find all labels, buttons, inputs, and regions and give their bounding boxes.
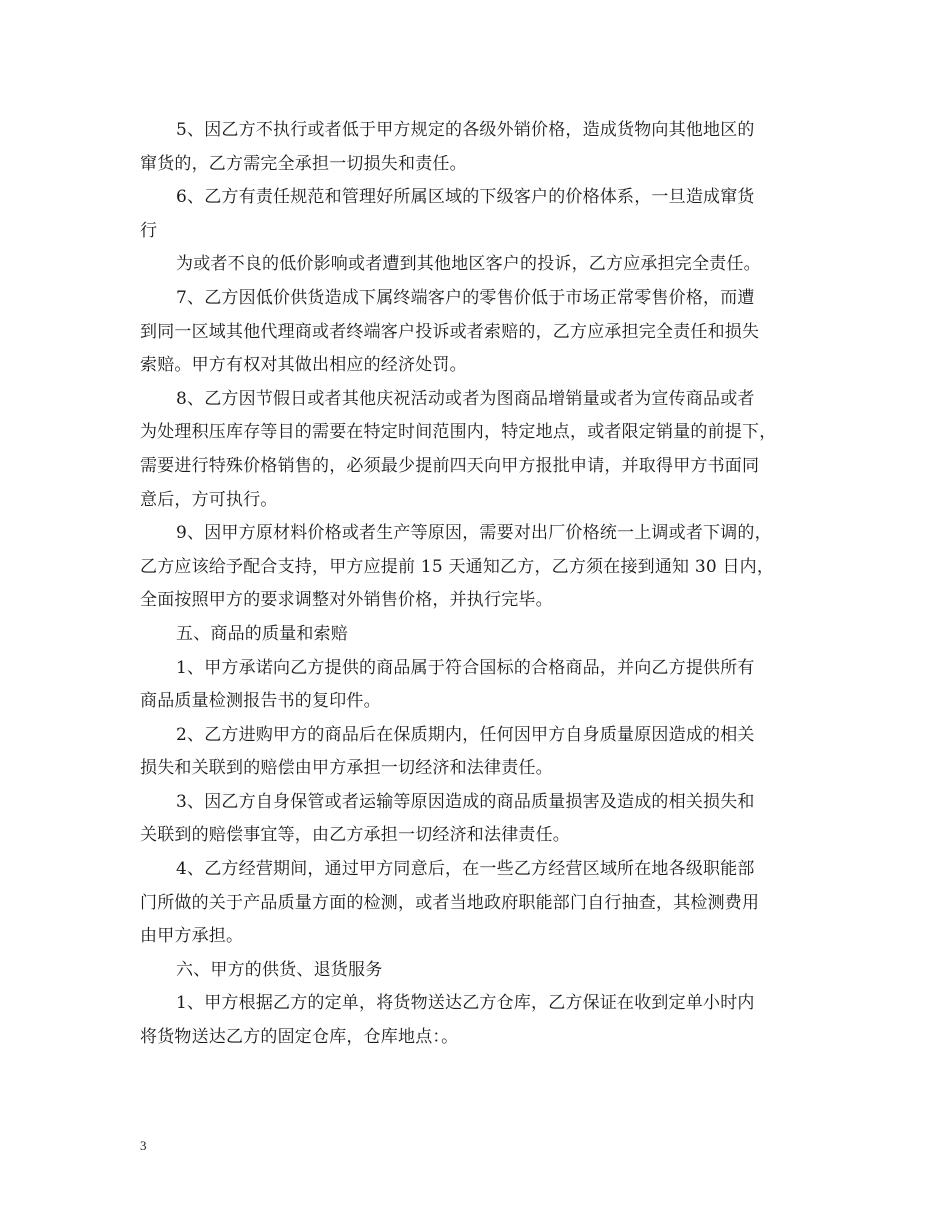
text-line: 全面按照甲方的要求调整对外销售价格，并执行完毕。 (140, 590, 553, 611)
text-line: 五、商品的质量和索赔 (176, 623, 348, 644)
text-line: 索赔。甲方有权对其做出相应的经济处罚。 (140, 355, 467, 376)
text-line: 1、甲方承诺向乙方提供的商品属于符合国标的合格商品，并向乙方提供所有 (176, 657, 755, 678)
text-line: 7、乙方因低价供货造成下属终端客户的零售价低于市场正常零售价格，而遭 (176, 287, 755, 308)
text-line: 到同一区域其他代理商或者终端客户投诉或者索赔的，乙方应承担完全责任和损失 (140, 321, 760, 342)
text-line: 5、因乙方不执行或者低于甲方规定的各级外销价格，造成货物向其他地区的 (176, 120, 755, 140)
text-line: 1、甲方根据乙方的定单，将货物送达乙方仓库，乙方保证在收到定单小时内 (176, 993, 755, 1014)
document-body (140, 114, 820, 1055)
text-line: 行 (140, 220, 158, 241)
text-line: 损失和关联到的赔偿由甲方承担一切经济和法律责任。 (140, 758, 553, 779)
text-line: 6、乙方有责任规范和管理好所属区域的下级客户的价格体系，一旦造成窜货 (176, 187, 755, 208)
text-line: 六、甲方的供货、退货服务 (176, 959, 383, 980)
text-line: 商品质量检测报告书的复印件。 (140, 691, 381, 712)
text-line: 门所做的关于产品质量方面的检测，或者当地政府职能部门自行抽查，其检测费用 (140, 892, 760, 913)
text-line: 窜货的，乙方需完全承担一切损失和责任。 (140, 153, 467, 174)
text-line: 9、因甲方原材料价格或者生产等原因，需要对出厂价格统一上调或者下调的， (176, 523, 772, 544)
text-line: 2、乙方进购甲方的商品后在保质期内，任何因甲方自身质量原因造成的相关 (176, 724, 755, 745)
text-line: 由甲方承担。 (140, 926, 244, 947)
text-line: 关联到的赔偿事宜等，由乙方承担一切经济和法律责任。 (140, 825, 570, 846)
text-line: 8、乙方因节假日或者其他庆祝活动或者为图商品增销量或者为宣传商品或者 (176, 388, 755, 409)
text-line: 3、因乙方自身保管或者运输等原因造成的商品质量损害及造成的相关损失和 (176, 791, 755, 812)
text-line: 意后，方可执行。 (140, 489, 278, 510)
text-line: 为处理积压库存等目的需要在特定时间范围内，特定地点，或者限定销量的前提下， (140, 422, 777, 443)
text-line: 4、乙方经营期间，通过甲方同意后，在一些乙方经营区域所在地各级职能部 (176, 859, 755, 880)
text-line: 需要进行特殊价格销售的，必须最少提前四天向甲方报批申请，并取得甲方书面同 (140, 455, 760, 476)
text-line: 乙方应该给予配合支持，甲方应提前 15 天通知乙方，乙方须在接到通知 30 日内， (140, 556, 775, 577)
text-line: 为或者不良的低价影响或者遭到其他地区客户的投诉，乙方应承担完全责任。 (176, 254, 761, 275)
text-line: 将货物送达乙方的固定仓库，仓库地点：。 (140, 1027, 459, 1048)
page-number: 3 (140, 1138, 147, 1153)
